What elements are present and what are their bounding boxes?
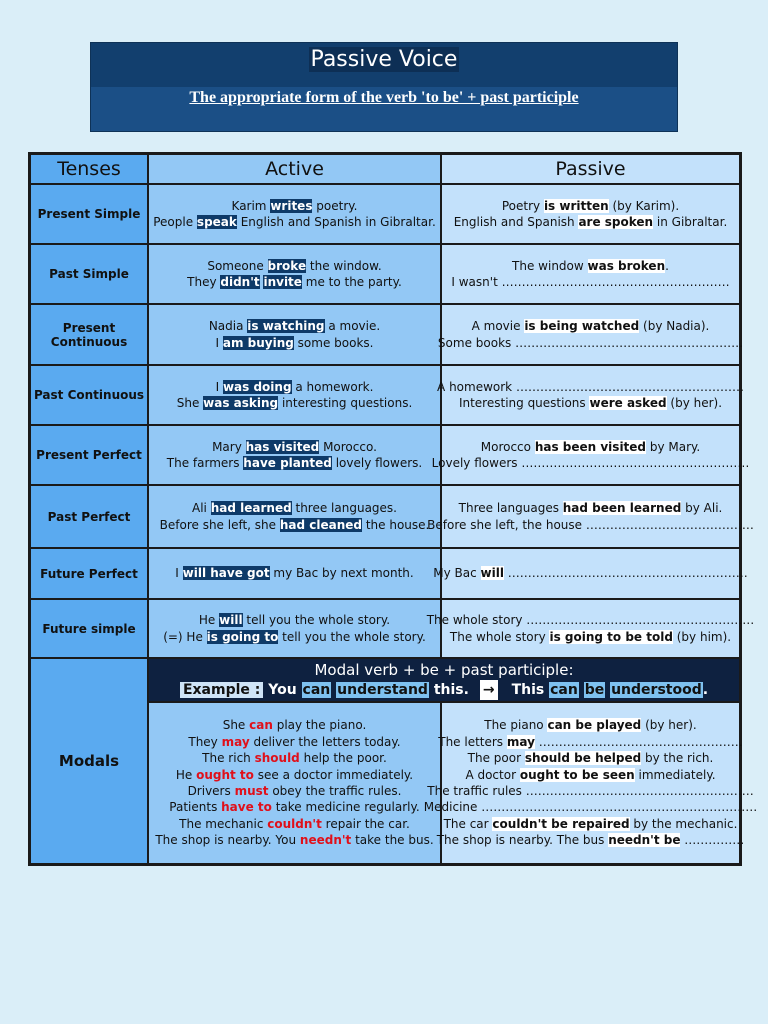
sentence-text: immediately. (634, 767, 716, 782)
sentence-text: Mary (212, 439, 246, 454)
modal-example (180, 680, 708, 700)
verb-highlight: is going to (206, 629, 279, 644)
sentence-text: me to the party. (301, 275, 402, 289)
sentence-line (432, 455, 750, 471)
verb-highlight: needn't (299, 833, 352, 848)
grammar-table (28, 152, 758, 866)
sentence-line (438, 335, 743, 351)
tense-label: Past Simple (30, 244, 148, 304)
verb-highlight: was broken (587, 258, 666, 273)
verb-highlight: didn't (220, 275, 260, 289)
sentence-text: Nadia (208, 319, 248, 334)
example-period: . (702, 681, 709, 698)
page-subtitle: The appropriate form of the verb 'to be' + past participle (189, 89, 579, 106)
sentence-text: She (222, 718, 250, 733)
verb-highlight: is going to be told (549, 629, 673, 644)
sentence-text: Karim (231, 198, 271, 213)
sentence-text: English and Spanish in Gibraltar. (236, 215, 436, 229)
sentence-line (512, 258, 669, 274)
header-active: Active (148, 154, 441, 184)
sentence-line (481, 439, 700, 455)
example-verb: understand (337, 681, 428, 698)
active-example (148, 485, 441, 548)
sentence-text: take medicine regularly. (271, 800, 420, 815)
sentence-text: by the mechanic. (629, 816, 738, 831)
sentence-text: The shop is nearby. The bus (436, 833, 609, 848)
sentence-line (179, 816, 410, 832)
verb-highlight: has been visited (534, 439, 647, 454)
modal-rule-header (148, 658, 740, 702)
verb-highlight: is being watched (524, 319, 640, 334)
modals-active-examples (148, 702, 441, 864)
sentence-text: The mechanic (179, 816, 268, 831)
sentence-text: Interesting questions (458, 396, 590, 410)
sentence-text: my Bac by next month. (269, 566, 414, 581)
verb-highlight: ought to (196, 767, 254, 782)
verb-highlight: couldn't (267, 816, 322, 831)
sentence-text: (by Nadia). (639, 319, 710, 334)
sentence-text: take the bus. (351, 833, 434, 848)
sentence-text: help the poor. (299, 751, 387, 766)
sentence-text: a movie. (324, 319, 381, 334)
sentence-text: in Gibraltar. (653, 215, 728, 229)
tense-label: Future Perfect (30, 548, 148, 599)
sentence-line (468, 750, 714, 766)
sentence-line (438, 734, 743, 750)
example-participle: understood (611, 681, 702, 698)
active-example (148, 365, 441, 425)
sentence-text: the house. (362, 517, 430, 532)
sentence-text: by Mary. (646, 439, 701, 454)
verb-highlight: had cleaned (279, 517, 363, 532)
verb-highlight: is written (543, 198, 609, 213)
tense-label: Present Continuous (30, 304, 148, 365)
active-example (148, 304, 441, 365)
verb-highlight: can (249, 718, 273, 733)
verb-highlight: needn't be (608, 833, 681, 848)
sentence-line (454, 214, 728, 230)
tense-label-modals: Modals (30, 658, 148, 864)
sentence-text: (by Karim). (608, 198, 680, 213)
passive-example (433, 548, 748, 599)
sentence-line (450, 629, 731, 645)
sentence-line (451, 274, 729, 290)
sentence-line (212, 439, 377, 455)
sentence-text: Patients (169, 800, 222, 815)
sentence-text: three languages. (291, 501, 397, 516)
example-modal: can (302, 681, 331, 698)
example-be: be (584, 681, 605, 698)
sentence-text: …………………………………………………… (503, 566, 748, 581)
verb-highlight: invite (263, 275, 302, 289)
tense-label: Past Continuous (30, 365, 148, 425)
sentence-text: The window (512, 258, 588, 273)
sentence-line (502, 198, 679, 214)
sentence-text: play the piano. (272, 718, 367, 733)
tense-label: Future simple (30, 599, 148, 658)
sentence-text: Before she left, she (159, 517, 280, 532)
sentence-line (176, 767, 413, 783)
sentence-line (437, 379, 744, 395)
header-passive: Passive (441, 154, 740, 184)
sentence-text: Poetry (501, 198, 544, 213)
sentence-text: repair the car. (321, 816, 410, 831)
sentence-text: Before she left, the house (427, 517, 586, 532)
sentence-line (169, 799, 419, 815)
active-example (148, 244, 441, 304)
sentence-line (484, 717, 696, 733)
sentence-line (155, 832, 433, 848)
passive-example (437, 304, 744, 365)
sentence-text: by the rich. (641, 751, 714, 766)
sentence-line (223, 717, 367, 733)
tense-label: Present Perfect (30, 425, 148, 485)
header-tenses: Tenses (30, 154, 148, 184)
blank-line: ………………………………………………… (521, 456, 750, 470)
sentence-text: Lovely flowers (431, 456, 522, 470)
example-modal: can (550, 681, 578, 698)
sentence-line (472, 318, 710, 334)
sentence-text: see a doctor immediately. (253, 767, 414, 782)
sentence-text: I (215, 335, 223, 350)
sentence-line (175, 565, 413, 581)
sentence-text: The shop is nearby. You (155, 833, 300, 848)
sentence-text: People (153, 215, 197, 229)
sentence-line (424, 799, 757, 815)
passive-example (431, 425, 750, 485)
sentence-line (188, 734, 400, 750)
sentence-text: (=) He (163, 629, 207, 644)
sentence-line (216, 335, 374, 351)
sentence-line (163, 629, 426, 645)
verb-highlight: have to (221, 800, 272, 815)
verb-highlight: is watching (247, 319, 325, 334)
passive-example (437, 365, 744, 425)
verb-highlight: will (219, 613, 243, 628)
sentence-line (199, 612, 390, 628)
example-label: Example : (180, 682, 263, 698)
sentence-text: (by him). (672, 629, 732, 644)
sentence-text: …………………………………………… (534, 734, 743, 749)
sentence-text: by Ali. (681, 501, 723, 516)
sentence-line (167, 455, 422, 471)
tense-label: Past Perfect (30, 485, 148, 548)
active-example (148, 425, 441, 485)
sentence-text: the window. (306, 258, 382, 273)
sentence-text: …………… (680, 833, 745, 848)
page-title: Passive Voice (310, 47, 458, 72)
verb-highlight: had been learned (562, 501, 682, 516)
arrow-icon: → (480, 680, 498, 700)
active-example (148, 548, 441, 599)
blank-line: …………………………………… (585, 517, 754, 532)
sentence-text: I (215, 379, 223, 394)
blank-line: ………………………………………………… (526, 613, 755, 628)
blank-line: ………………………………………………… (515, 379, 744, 394)
verb-highlight: were asked (589, 396, 667, 410)
sentence-text: They (187, 275, 221, 289)
verb-highlight: may (221, 734, 250, 749)
sentence-text: The rich (202, 751, 255, 766)
active-example (148, 184, 441, 244)
modals-passive-examples (423, 702, 758, 864)
verb-highlight: should be helped (524, 751, 642, 766)
sentence-line (153, 214, 436, 230)
sentence-text: tell you the whole story. (278, 629, 426, 644)
passive-example (441, 244, 740, 304)
sentence-text: deliver the letters today. (249, 734, 401, 749)
sentence-text: English and Spanish (453, 215, 579, 229)
sentence-text: I (175, 566, 183, 581)
sentence-text: (by her). (641, 718, 697, 733)
sentence-text: The piano (484, 718, 548, 733)
verb-highlight: writes (270, 198, 313, 213)
example-word: this. (433, 681, 469, 698)
sentence-text: I wasn't (451, 275, 502, 289)
verb-highlight: must (234, 784, 269, 798)
verb-highlight: had learned (210, 501, 292, 516)
sentence-text: He (198, 613, 220, 628)
modal-rule: Modal verb + be + past participle: (314, 660, 574, 679)
verb-highlight: was doing (222, 379, 292, 394)
verb-highlight: was asking (203, 396, 279, 410)
sentence-text: The car (443, 816, 493, 831)
verb-highlight: may (506, 734, 535, 749)
example-word: This (511, 681, 545, 698)
sentence-text: . (665, 258, 669, 273)
sentence-text: A doctor (465, 767, 520, 782)
sentence-text: He (175, 767, 197, 782)
sentence-text: A homework (437, 379, 516, 394)
verb-highlight: has visited (245, 439, 320, 454)
verb-highlight: can be played (547, 718, 642, 733)
sentence-text: The letters (438, 734, 507, 749)
passive-example (427, 485, 754, 548)
sentence-line (427, 517, 754, 533)
sentence-line (232, 198, 358, 214)
verb-highlight: speak (196, 215, 237, 229)
sentence-line (207, 258, 381, 274)
sentence-text: Morocco (480, 439, 535, 454)
sentence-line (433, 565, 748, 581)
sentence-line (459, 500, 723, 516)
sentence-text: Morocco. (319, 439, 377, 454)
verb-highlight: will have got (182, 566, 270, 581)
sentence-text: The whole story (426, 613, 527, 628)
verb-highlight: am buying (222, 335, 294, 350)
blank-line: ………………………………………………… (515, 335, 744, 350)
sentence-line (427, 783, 753, 799)
sentence-text: Three languages (458, 501, 563, 516)
sentence-text: some books. (293, 335, 374, 350)
verb-highlight: couldn't be repaired (492, 816, 630, 831)
tense-label: Present Simple (30, 184, 148, 244)
sentence-text: a homework. (291, 379, 374, 394)
sentence-text: obey the traffic rules. (268, 784, 402, 798)
sentence-line (444, 816, 738, 832)
sentence-text: poetry. (312, 198, 358, 213)
sentence-text: Some books (437, 335, 516, 350)
sentence-text: Ali (192, 501, 211, 516)
passive-example (426, 599, 755, 658)
sentence-line (459, 395, 722, 411)
example-word: You (268, 681, 297, 698)
sentence-text: They (188, 734, 222, 749)
blank-line: …………………………………………………………… (481, 800, 758, 815)
verb-highlight: should (254, 751, 300, 766)
sentence-line (188, 783, 402, 799)
sentence-line (202, 750, 387, 766)
blank-line: ………………………………………………… (501, 275, 730, 289)
sentence-text: tell you the whole story. (242, 613, 391, 628)
sentence-text: The farmers (166, 456, 244, 470)
verb-highlight: are spoken (578, 215, 654, 229)
passive-example (441, 184, 740, 244)
sentence-text: My Bac (433, 566, 481, 581)
sentence-text: Someone (207, 258, 268, 273)
sentence-line (465, 767, 715, 783)
sentence-text: interesting questions. (278, 396, 413, 410)
sentence-text: Medicine (423, 800, 482, 815)
sentence-line (427, 612, 755, 628)
sentence-text: She (176, 396, 204, 410)
verb-highlight: have planted (243, 456, 332, 470)
blank-line: ………………………………………………… (525, 784, 754, 798)
sentence-text: Drivers (187, 784, 235, 798)
verb-highlight: ought to be seen (519, 767, 635, 782)
sentence-text: The traffic rules (427, 784, 526, 798)
sentence-line (177, 395, 413, 411)
sentence-line (187, 274, 402, 290)
sentence-line (216, 379, 374, 395)
title-banner (90, 42, 678, 132)
sentence-text: A movie (471, 319, 525, 334)
active-example (148, 599, 441, 658)
sentence-line (209, 318, 380, 334)
sentence-text: (by her). (666, 396, 723, 410)
verb-highlight: broke (267, 258, 307, 273)
sentence-line (192, 500, 397, 516)
sentence-text: The poor (467, 751, 525, 766)
sentence-line (437, 832, 745, 848)
verb-highlight: will (480, 566, 504, 581)
sentence-text: lovely flowers. (331, 456, 423, 470)
sentence-text: The whole story (449, 629, 550, 644)
sentence-line (160, 517, 430, 533)
